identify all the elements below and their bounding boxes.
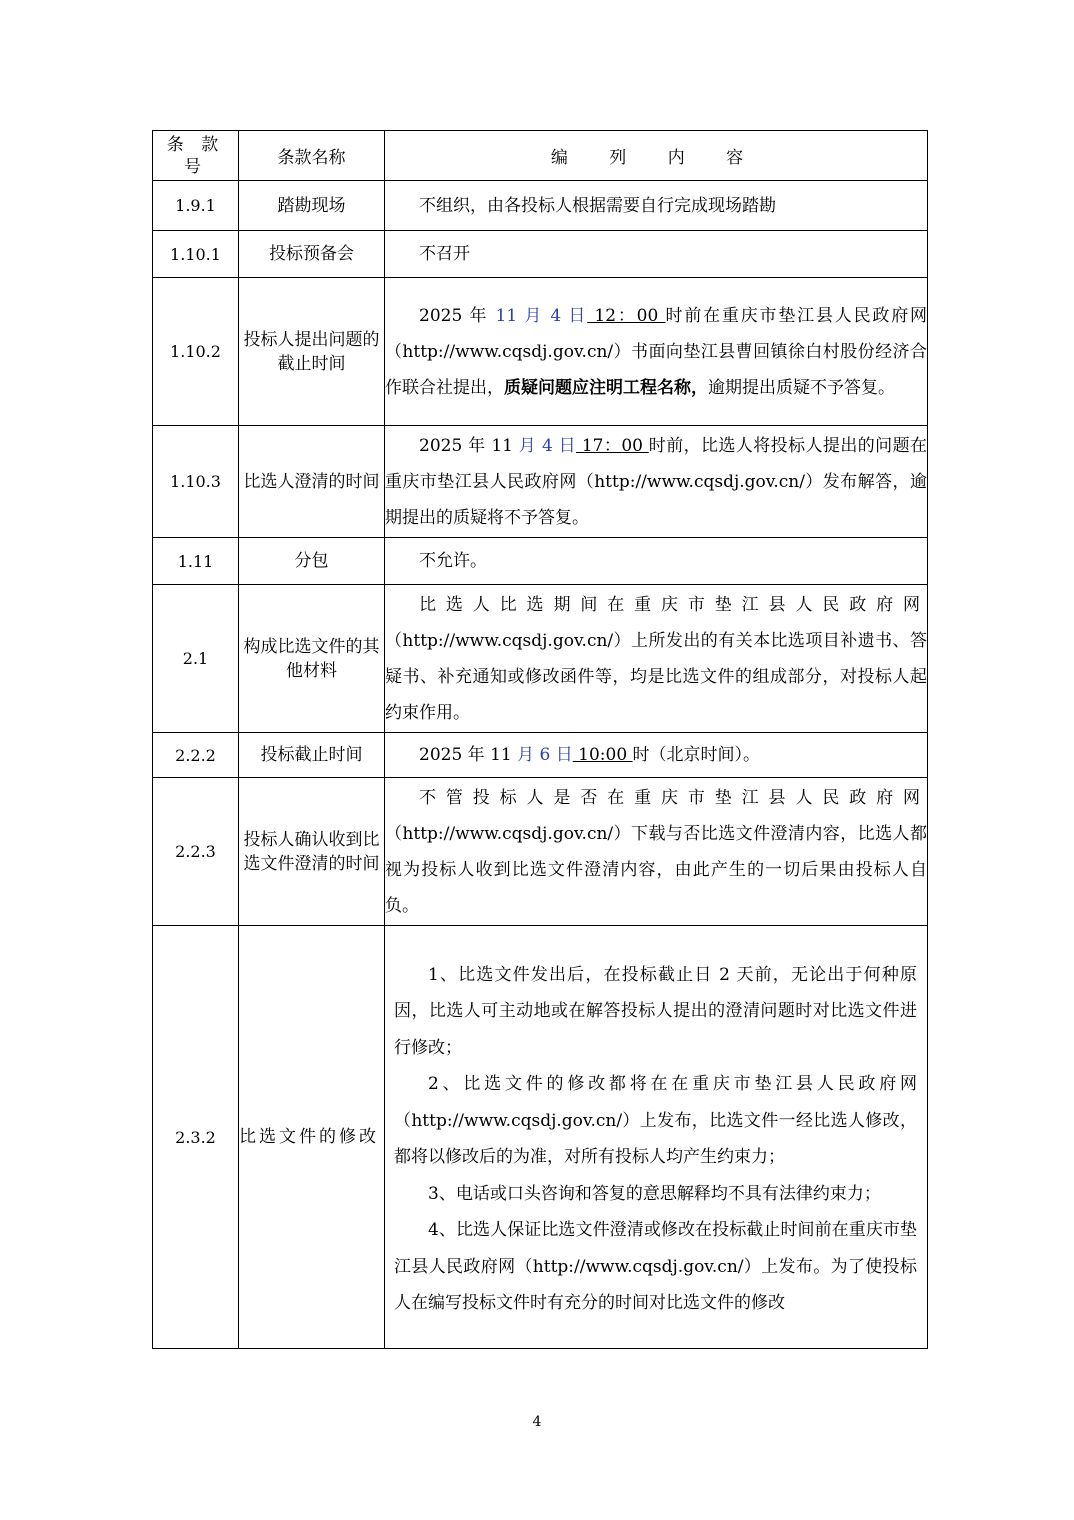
content-body: 时（北京时间）。 — [632, 745, 761, 765]
content-year: 2025 年 11 — [419, 745, 518, 765]
content-paragraph: 4、比选人保证比选文件澄清或修改在投标截止时间前在重庆市垫江县人民政府网（http://www.cqsdj.gov.cn/）上发布。为了使投标人在编写投标文件时有充分的时间对比选文件的修改 — [394, 1220, 917, 1313]
content-time: 10:00 — [572, 745, 633, 765]
table-header-row — [153, 131, 928, 181]
clause-content — [385, 778, 928, 926]
table-row — [153, 278, 928, 426]
content-time: 12：00 — [587, 305, 666, 326]
clause-number: 1.9.1 — [153, 181, 239, 231]
content-lead: 不管投标人是否在重庆市垫江县人民政府网 — [419, 787, 927, 808]
content-time: 17：00 — [576, 435, 649, 456]
clause-content — [385, 231, 928, 278]
table-row — [153, 538, 928, 585]
header-clause-number — [153, 131, 239, 181]
content-body: 时前在重庆市垫江县人民政府网（http://www.cqsdj.gov.cn/）书面向垫江县曹回镇徐白村股份经济合作联合社提出， — [385, 305, 928, 398]
header-clause-number-line1: 条 款 — [166, 134, 225, 155]
content-text: 不组织，由各投标人根据需要自行完成现场踏勘 — [419, 195, 776, 216]
content-body: （http://www.cqsdj.gov.cn/）上所发出的有关本比选项目补遗书、答疑书、补充通知或修改函件等，均是比选文件的组成部分，对投标人起约束作用。 — [385, 630, 927, 723]
clause-content — [385, 426, 928, 538]
clause-name: 比选人澄清的时间 — [239, 426, 385, 538]
content-text — [385, 737, 927, 773]
clause-content — [385, 278, 928, 426]
clause-content — [385, 538, 928, 585]
clause-number: 2.2.2 — [153, 733, 239, 778]
clause-name: 分包 — [239, 538, 385, 585]
content-paragraph: 1、比选文件发出后，在投标截止日 2 天前，无论出于何种原因，比选人可主动地或在解答投标人提出的澄清问题时对比选文件进行修改； — [394, 964, 917, 1058]
content-text — [385, 428, 927, 536]
clause-name: 构成比选文件的其他材料 — [239, 585, 385, 733]
content-date: 11 月 4 日 — [495, 305, 588, 326]
content-paragraph: 3、电话或口头咨询和答复的意思解释均不具有法律约束力； — [428, 1183, 881, 1204]
content-lead: 比选人比选期间在重庆市垫江县人民政府网 — [419, 594, 927, 615]
clause-number: 1.10.2 — [153, 278, 239, 426]
content-date: 月 6 日 — [517, 745, 573, 765]
content-text — [385, 780, 927, 924]
clause-number: 2.2.3 — [153, 778, 239, 926]
table-row — [153, 778, 928, 926]
clause-content — [385, 585, 928, 733]
content-body-end: 逾期提出质疑不予答复。 — [708, 377, 895, 398]
clause-number: 1.10.3 — [153, 426, 239, 538]
clause-number: 1.11 — [153, 538, 239, 585]
content-body: 时前，比选人将投标人提出的问题在重庆市垫江县人民政府网（http://www.cqsdj.gov.cn/）发布解答，逾期提出的质疑将不予答复。 — [385, 435, 927, 528]
content-body: （http://www.cqsdj.gov.cn/）下载与否比选文件澄清内容，比选人都视为投标人收到比选文件澄清内容，由此产生的一切后果由投标人自负。 — [385, 823, 927, 916]
content-year: 2025 年 — [419, 305, 496, 326]
content-text — [385, 298, 927, 406]
clause-number: 1.10.1 — [153, 231, 239, 278]
content-year: 2025 年 11 — [419, 435, 519, 456]
clause-name: 踏勘现场 — [239, 181, 385, 231]
content-text: 不允许。 — [419, 551, 487, 571]
content-text: 不召开 — [419, 244, 470, 264]
clause-number: 2.3.2 — [153, 926, 239, 1349]
page-number: 4 — [532, 1414, 542, 1430]
clause-name: 投标人提出问题的截止时间 — [239, 278, 385, 426]
table-row — [153, 926, 928, 1349]
table-row — [153, 585, 928, 733]
header-content: 编 列 内 容 — [385, 131, 928, 181]
clause-name: 比选文件的修改 — [239, 926, 385, 1349]
clause-name: 投标预备会 — [239, 231, 385, 278]
content-date: 月 4 日 — [518, 435, 577, 456]
clause-content — [385, 926, 928, 1349]
clause-name: 投标截止时间 — [239, 733, 385, 778]
clause-content — [385, 733, 928, 778]
table-row — [153, 181, 928, 231]
table-row — [153, 231, 928, 278]
table-row — [153, 426, 928, 538]
content-paragraph: 2、比选文件的修改都将在在重庆市垫江县人民政府网（http://www.cqsdj.gov.cn/）上发布，比选文件一经比选人修改，都将以修改后的为准，对所有投标人均产生约束力； — [394, 1074, 917, 1167]
content-text — [385, 587, 927, 731]
clause-number: 2.1 — [153, 585, 239, 733]
clause-name: 投标人确认收到比选文件澄清的时间 — [239, 778, 385, 926]
clause-table — [152, 130, 928, 1349]
table-row — [153, 733, 928, 778]
header-clause-number-line2: 号 — [184, 156, 207, 177]
header-clause-name: 条款名称 — [239, 131, 385, 181]
content-bold-note: 质疑问题应注明工程名称， — [504, 377, 708, 398]
clause-content — [385, 181, 928, 231]
